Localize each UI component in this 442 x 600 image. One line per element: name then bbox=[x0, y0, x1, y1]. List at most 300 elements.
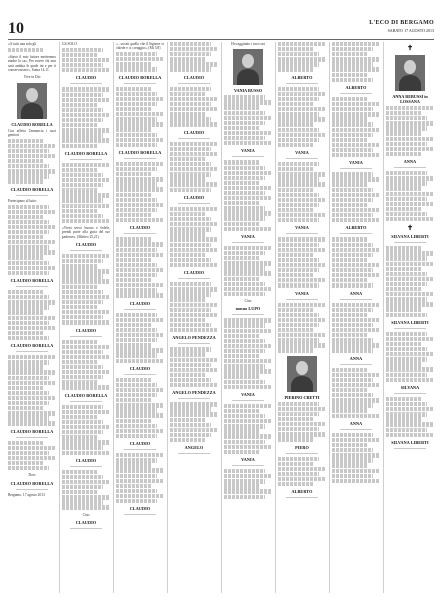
text-line bbox=[170, 423, 211, 427]
text-line bbox=[62, 435, 97, 439]
text-line bbox=[170, 303, 218, 307]
text-line bbox=[278, 437, 313, 441]
text-line bbox=[8, 421, 56, 425]
text-line bbox=[62, 470, 97, 474]
obituary-notice bbox=[170, 142, 218, 192]
divider bbox=[16, 489, 48, 490]
text-line bbox=[170, 182, 218, 186]
text-line bbox=[8, 295, 49, 299]
text-line bbox=[224, 246, 272, 250]
divider bbox=[124, 449, 156, 450]
obituary-notice bbox=[116, 162, 164, 222]
text-line bbox=[116, 348, 164, 352]
text-line bbox=[224, 121, 265, 125]
divider bbox=[394, 242, 426, 243]
text-line bbox=[8, 225, 56, 229]
divider bbox=[394, 328, 426, 329]
text-line bbox=[332, 172, 373, 176]
deceased-name: CLAUDIO BORELLA bbox=[10, 278, 54, 284]
text-line bbox=[62, 405, 103, 409]
portrait-caption: CLAUDIO BORELLA bbox=[11, 121, 53, 127]
text-line bbox=[116, 489, 157, 493]
text-line bbox=[62, 310, 110, 314]
text-line bbox=[332, 177, 380, 181]
text-line bbox=[170, 167, 218, 171]
obituary-notice bbox=[116, 87, 164, 147]
divider bbox=[340, 429, 372, 430]
divider bbox=[232, 400, 264, 401]
text-line bbox=[8, 261, 49, 265]
text-line bbox=[386, 267, 421, 271]
text-line bbox=[116, 127, 151, 131]
text-line bbox=[8, 210, 56, 214]
text-line bbox=[116, 263, 157, 267]
deceased-name: PIERO bbox=[295, 444, 309, 450]
text-line bbox=[170, 107, 218, 111]
obituary-notice bbox=[170, 42, 218, 72]
deceased-name: CLAUDIO bbox=[183, 194, 205, 200]
divider bbox=[286, 233, 318, 234]
text-line bbox=[224, 329, 272, 333]
text-line bbox=[62, 340, 97, 344]
text-line bbox=[116, 187, 164, 191]
text-line bbox=[62, 490, 97, 494]
obituary-notice bbox=[8, 441, 56, 471]
column-6 bbox=[275, 42, 326, 593]
text-line bbox=[8, 250, 56, 254]
text-line bbox=[224, 434, 272, 438]
text-line bbox=[278, 203, 319, 207]
text-line bbox=[224, 409, 259, 413]
divider bbox=[16, 286, 48, 287]
divider bbox=[70, 250, 102, 251]
text-line bbox=[224, 484, 259, 488]
text-line bbox=[332, 258, 367, 262]
text-line bbox=[224, 419, 272, 423]
text-line bbox=[224, 354, 259, 358]
divider bbox=[340, 93, 372, 94]
text-line bbox=[278, 182, 326, 186]
text-line bbox=[170, 313, 218, 317]
column-1 bbox=[8, 42, 56, 593]
notice-text: Con affetto l'annuncia i suoi genitori bbox=[8, 128, 56, 137]
text-line bbox=[332, 474, 373, 478]
column-4 bbox=[167, 42, 218, 593]
text-line bbox=[62, 173, 103, 177]
text-line bbox=[386, 412, 427, 416]
text-line bbox=[332, 62, 373, 66]
divider bbox=[70, 83, 102, 84]
divider bbox=[286, 83, 318, 84]
text-line bbox=[386, 297, 427, 301]
text-line bbox=[332, 373, 380, 377]
text-line bbox=[332, 193, 380, 197]
text-line bbox=[278, 133, 326, 137]
text-line bbox=[170, 177, 205, 181]
text-line bbox=[62, 209, 97, 213]
deceased-name: CLAUDIO bbox=[75, 327, 97, 333]
text-line bbox=[116, 102, 157, 106]
text-line bbox=[62, 254, 110, 258]
text-line bbox=[170, 42, 211, 46]
obituary-notice bbox=[62, 470, 110, 510]
text-line bbox=[62, 198, 103, 202]
text-line bbox=[62, 259, 103, 263]
text-line bbox=[278, 107, 326, 111]
text-line bbox=[116, 242, 164, 246]
text-line bbox=[224, 474, 272, 478]
text-line bbox=[116, 273, 157, 277]
text-line bbox=[386, 342, 421, 346]
text-line bbox=[8, 245, 49, 249]
text-line bbox=[278, 112, 319, 116]
divider bbox=[70, 159, 102, 160]
divider bbox=[394, 167, 426, 168]
text-line bbox=[170, 62, 218, 66]
text-line bbox=[8, 386, 43, 390]
text-line bbox=[116, 378, 151, 382]
text-line bbox=[170, 217, 211, 221]
text-line bbox=[62, 375, 103, 379]
deceased-name: VANIA bbox=[295, 290, 309, 296]
text-line bbox=[278, 138, 319, 142]
text-line bbox=[116, 162, 164, 166]
divider bbox=[286, 497, 318, 498]
divider bbox=[16, 437, 48, 438]
text-line bbox=[332, 313, 367, 317]
text-line bbox=[332, 208, 380, 212]
text-line bbox=[62, 123, 97, 127]
text-line bbox=[116, 458, 157, 462]
notice-text: Gli SOLO bbox=[62, 42, 77, 46]
deceased-name: CLAUDIO bbox=[183, 129, 205, 135]
text-line bbox=[8, 240, 56, 244]
text-line bbox=[62, 103, 97, 107]
text-line bbox=[170, 147, 211, 151]
text-line bbox=[386, 246, 421, 250]
text-line bbox=[8, 164, 49, 168]
divider bbox=[124, 309, 156, 310]
text-line bbox=[8, 441, 43, 445]
text-line bbox=[332, 73, 367, 77]
text-line bbox=[8, 215, 43, 219]
deceased-name: CLAUDIO BORELLA bbox=[10, 480, 54, 486]
text-line bbox=[224, 445, 272, 449]
text-line bbox=[62, 113, 110, 117]
obituary-notice bbox=[116, 237, 164, 297]
text-line bbox=[332, 458, 373, 462]
text-line bbox=[386, 106, 434, 110]
obituary-notice bbox=[8, 290, 56, 340]
text-line bbox=[170, 282, 211, 286]
notice-heading: Ciao bbox=[82, 512, 90, 517]
page-number: 10 bbox=[8, 20, 24, 37]
text-line bbox=[116, 208, 157, 212]
text-line bbox=[224, 211, 272, 215]
text-line bbox=[332, 283, 373, 287]
text-line bbox=[62, 315, 103, 319]
deceased-name: CLAUDIO bbox=[129, 365, 151, 371]
text-line bbox=[62, 87, 110, 91]
text-line bbox=[116, 494, 164, 498]
text-line bbox=[62, 279, 110, 283]
divider bbox=[70, 336, 102, 337]
text-line bbox=[170, 433, 211, 437]
text-line bbox=[116, 463, 151, 467]
deceased-name: ANNA bbox=[403, 159, 417, 165]
divider bbox=[70, 466, 102, 467]
text-line bbox=[386, 378, 434, 382]
text-line bbox=[170, 117, 211, 121]
text-line bbox=[116, 248, 157, 252]
text-line bbox=[224, 495, 265, 499]
text-line bbox=[386, 417, 421, 421]
text-line bbox=[332, 97, 367, 101]
obituary-notice bbox=[224, 318, 272, 389]
deceased-name: ANGELO PENDEZZA bbox=[172, 390, 216, 396]
text-line bbox=[332, 308, 373, 312]
divider bbox=[394, 448, 426, 449]
text-line bbox=[62, 500, 103, 504]
obituary-notice bbox=[332, 42, 380, 82]
text-line bbox=[62, 420, 103, 424]
text-line bbox=[224, 318, 272, 322]
obituary-notice bbox=[8, 199, 56, 275]
text-line bbox=[116, 313, 157, 317]
text-line bbox=[62, 269, 110, 273]
text-line bbox=[386, 402, 427, 406]
text-line bbox=[62, 48, 103, 52]
text-line bbox=[116, 122, 164, 126]
text-line bbox=[278, 248, 326, 252]
text-line bbox=[170, 402, 218, 406]
text-line bbox=[278, 323, 319, 327]
text-line bbox=[332, 368, 367, 372]
deceased-name: CLAUDIO BORELLA bbox=[64, 150, 108, 156]
text-line bbox=[8, 381, 56, 385]
obituary-notice bbox=[116, 453, 164, 503]
text-line bbox=[62, 445, 103, 449]
text-line bbox=[116, 424, 157, 428]
obituary-notice bbox=[170, 87, 218, 127]
text-line bbox=[62, 214, 103, 218]
text-line bbox=[278, 62, 319, 66]
text-line bbox=[332, 213, 373, 217]
deceased-name: ANGELO PENDEZZA bbox=[172, 335, 216, 341]
text-line bbox=[116, 328, 157, 332]
text-line bbox=[386, 262, 434, 266]
text-line bbox=[170, 323, 211, 327]
text-line bbox=[8, 466, 49, 470]
portrait-caption: PIERINO CRETTI bbox=[284, 394, 320, 400]
text-line bbox=[62, 425, 110, 429]
text-line bbox=[332, 128, 380, 132]
text-line bbox=[332, 243, 373, 247]
obituary-notice bbox=[386, 397, 434, 437]
text-line bbox=[386, 373, 427, 377]
obituary-notice bbox=[224, 404, 272, 454]
text-line bbox=[170, 157, 205, 161]
deceased-name: VANIA bbox=[295, 150, 309, 156]
portrait-head bbox=[242, 54, 254, 68]
text-line bbox=[170, 87, 211, 91]
text-line bbox=[170, 152, 218, 156]
divider bbox=[394, 393, 426, 394]
divider bbox=[178, 203, 210, 204]
text-line bbox=[332, 52, 367, 56]
text-line bbox=[62, 138, 110, 142]
text-line bbox=[8, 355, 56, 359]
divider bbox=[124, 158, 156, 159]
text-line bbox=[116, 52, 157, 56]
text-line bbox=[278, 87, 319, 91]
text-line bbox=[62, 219, 110, 223]
text-line bbox=[62, 118, 103, 122]
text-line bbox=[278, 263, 326, 267]
deceased-name: SILVANA LIBERTI bbox=[391, 319, 429, 325]
text-line bbox=[332, 237, 367, 241]
text-line bbox=[386, 202, 434, 206]
text-line bbox=[332, 348, 373, 352]
text-line bbox=[332, 328, 380, 332]
text-line bbox=[116, 283, 164, 287]
text-line bbox=[170, 328, 218, 332]
text-line bbox=[170, 347, 211, 351]
text-line bbox=[62, 264, 97, 268]
text-line bbox=[116, 203, 164, 207]
issue-date: SABATO 17 AGOSTO 2013 bbox=[387, 28, 434, 33]
notice-text: «Stavo il mio fattore metteremo madre la ca», Per essere chi non sarà ambita le quale ini e per ti conservassero», Soma 14,11 bbox=[8, 55, 56, 72]
deceased-name: CLAUDIO bbox=[129, 225, 151, 231]
text-line bbox=[116, 408, 157, 412]
text-line bbox=[8, 149, 49, 153]
deceased-name: CLAUDIO BORELLA bbox=[10, 343, 54, 349]
text-line bbox=[116, 182, 157, 186]
text-line bbox=[116, 62, 151, 66]
notice-text: Partecipano al lutto: bbox=[8, 198, 37, 203]
column-3 bbox=[113, 42, 164, 593]
obituary-notice bbox=[278, 162, 326, 222]
obituary-notice bbox=[62, 87, 110, 147]
text-line bbox=[224, 374, 259, 378]
text-line bbox=[278, 117, 326, 121]
obituary-notice bbox=[8, 129, 56, 184]
text-line bbox=[170, 102, 211, 106]
text-line bbox=[116, 177, 164, 181]
deceased-name: ALBERTO bbox=[291, 489, 313, 495]
text-line bbox=[278, 172, 326, 176]
text-line bbox=[62, 133, 103, 137]
text-line bbox=[116, 107, 151, 111]
text-line bbox=[332, 303, 380, 307]
page-header bbox=[8, 19, 434, 40]
deceased-name: CLAUDIO BORELLA bbox=[64, 392, 108, 398]
text-line bbox=[224, 323, 265, 327]
text-line bbox=[62, 168, 97, 172]
text-line bbox=[8, 316, 56, 320]
text-line bbox=[332, 218, 380, 222]
text-line bbox=[278, 422, 326, 426]
text-line bbox=[224, 116, 272, 120]
text-line bbox=[62, 98, 110, 102]
text-line bbox=[278, 303, 326, 307]
text-line bbox=[386, 186, 421, 190]
text-line bbox=[116, 413, 164, 417]
text-line bbox=[170, 258, 211, 262]
text-line bbox=[8, 416, 49, 420]
text-line bbox=[8, 336, 49, 340]
text-line bbox=[116, 193, 151, 197]
text-line bbox=[278, 52, 319, 56]
text-line bbox=[332, 469, 380, 473]
text-line bbox=[224, 271, 272, 275]
text-line bbox=[332, 408, 367, 412]
text-line bbox=[278, 128, 319, 132]
text-line bbox=[386, 171, 427, 175]
text-line bbox=[8, 365, 43, 369]
text-line bbox=[332, 102, 380, 106]
deceased-name: CLAUDIO BORELLA bbox=[10, 186, 54, 192]
text-line bbox=[62, 355, 110, 359]
text-line bbox=[116, 393, 157, 397]
obituary-notice bbox=[386, 171, 434, 221]
text-line bbox=[62, 128, 110, 132]
text-line bbox=[278, 237, 326, 241]
text-line bbox=[386, 176, 434, 180]
obituary-notice bbox=[332, 368, 380, 418]
deceased-name: nonno LUPO bbox=[235, 306, 261, 312]
text-line bbox=[278, 253, 313, 257]
text-line bbox=[170, 248, 218, 252]
obituary-notice bbox=[8, 42, 56, 52]
text-line bbox=[332, 318, 380, 322]
text-line bbox=[116, 453, 164, 457]
text-line bbox=[224, 181, 259, 185]
notice-heading: Ciao bbox=[244, 299, 252, 304]
text-line bbox=[8, 266, 56, 270]
text-line bbox=[170, 232, 205, 236]
text-line bbox=[170, 57, 205, 61]
divider bbox=[286, 453, 318, 454]
text-line bbox=[386, 422, 434, 426]
text-line bbox=[332, 398, 380, 402]
text-line bbox=[332, 153, 380, 157]
deceased-name: CLAUDIO bbox=[129, 441, 151, 447]
text-line bbox=[332, 78, 373, 82]
text-line bbox=[116, 353, 157, 357]
text-line bbox=[224, 364, 265, 368]
text-line bbox=[62, 320, 110, 324]
deceased-name: CLAUDIO BORELLA bbox=[118, 150, 162, 155]
text-line bbox=[278, 338, 319, 342]
text-line bbox=[224, 359, 272, 363]
text-line bbox=[386, 121, 434, 125]
text-line bbox=[386, 126, 427, 130]
text-line bbox=[170, 297, 205, 301]
text-line bbox=[332, 198, 373, 202]
divider bbox=[286, 299, 318, 300]
text-line bbox=[332, 378, 373, 382]
portrait-photo bbox=[287, 356, 317, 392]
text-line bbox=[116, 87, 151, 91]
text-line bbox=[8, 230, 49, 234]
text-line bbox=[332, 112, 380, 116]
text-line bbox=[62, 385, 110, 389]
portrait-body bbox=[21, 103, 43, 119]
portrait-head bbox=[404, 60, 416, 74]
text-line bbox=[278, 122, 313, 126]
divider bbox=[232, 465, 264, 466]
